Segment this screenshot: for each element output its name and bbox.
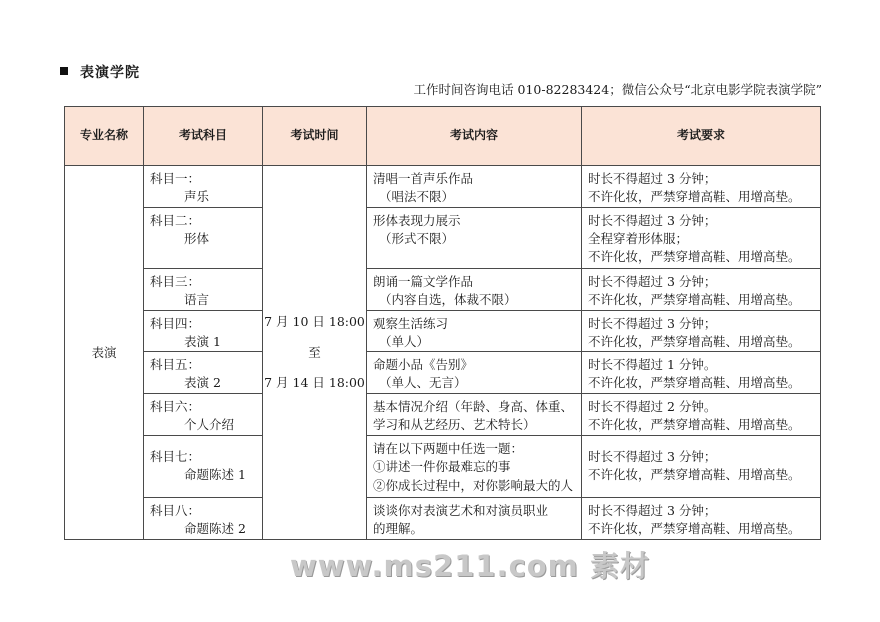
subject-cell: 科目五： 表演 2 — [144, 352, 263, 394]
requirement-cell: 时长不得超过 3 分钟； 不许化妆，严禁穿增高鞋、用增高垫。 — [582, 269, 821, 311]
requirement-cell: 时长不得超过 2 分钟。 不许化妆，严禁穿增高鞋、用增高垫。 — [582, 394, 821, 436]
subject-cell: 科目二： 形体 — [144, 208, 263, 269]
header-subject: 考试科目 — [144, 107, 263, 166]
requirement-cell: 时长不得超过 3 分钟； 不许化妆，严禁穿增高鞋、用增高垫。 — [582, 166, 821, 208]
header-content: 考试内容 — [367, 107, 582, 166]
content-cell: 形体表现力展示 （形式不限） — [367, 208, 582, 269]
table-row — [65, 498, 821, 540]
watermark: www.ms211.com 素材 — [290, 549, 650, 583]
content-cell: 谈谈你对表演艺术和对演员职业 的理解。 — [367, 498, 582, 540]
section-title — [60, 62, 140, 82]
table-row — [65, 311, 821, 352]
content-cell: 基本情况介绍（年龄、身高、体重、 学习和从艺经历、艺术特长） — [367, 394, 582, 436]
content-cell: 请在以下两题中任选一题： ①讲述一件你最难忘的事 ②你成长过程中，对你影响最大的人 — [367, 436, 582, 498]
time-to: 至 — [308, 344, 321, 360]
content-cell: 朗诵一篇文学作品 （内容自选，体裁不限） — [367, 269, 582, 311]
major-cell: 表演 — [65, 166, 144, 540]
table-row — [65, 436, 821, 498]
content-cell: 清唱一首声乐作品 （唱法不限） — [367, 166, 582, 208]
header-time: 考试时间 — [263, 107, 367, 166]
table-row — [65, 208, 821, 269]
table-row — [65, 394, 821, 436]
header-major: 专业名称 — [65, 107, 144, 166]
table-row — [65, 352, 821, 394]
contact-info: 工作时间咨询电话 010-82283424；微信公众号“北京电影学院表演学院” — [413, 82, 822, 97]
subject-cell: 科目六： 个人介绍 — [144, 394, 263, 436]
table-row — [65, 166, 821, 208]
subject-cell: 科目四： 表演 1 — [144, 311, 263, 352]
time-start: 7 月 10 日 18:00 — [264, 314, 365, 330]
table-row — [65, 269, 821, 311]
header-requirement: 考试要求 — [582, 107, 821, 166]
requirement-cell: 时长不得超过 3 分钟； 不许化妆，严禁穿增高鞋、用增高垫。 — [582, 311, 821, 352]
content-cell: 命题小品《告别》 （单人、无言） — [367, 352, 582, 394]
content-cell: 观察生活练习 （单人） — [367, 311, 582, 352]
exam-table — [64, 106, 821, 540]
exam-time-cell — [263, 166, 367, 540]
subject-cell: 科目三： 语言 — [144, 269, 263, 311]
requirement-cell: 时长不得超过 3 分钟； 不许化妆，严禁穿增高鞋、用增高垫。 — [582, 498, 821, 540]
section-title-text: 表演学院 — [80, 65, 140, 81]
table-header-row — [65, 107, 821, 166]
subject-cell: 科目七： 命题陈述 1 — [144, 436, 263, 498]
requirement-cell: 时长不得超过 1 分钟。 不许化妆，严禁穿增高鞋、用增高垫。 — [582, 352, 821, 394]
subject-cell: 科目八： 命题陈述 2 — [144, 498, 263, 540]
square-bullet-icon — [60, 67, 68, 75]
requirement-cell: 时长不得超过 3 分钟； 全程穿着形体服； 不许化妆，严禁穿增高鞋、用增高垫。 — [582, 208, 821, 269]
subject-cell: 科目一： 声乐 — [144, 166, 263, 208]
time-end: 7 月 14 日 18:00 — [264, 374, 365, 390]
requirement-cell: 时长不得超过 3 分钟； 不许化妆，严禁穿增高鞋、用增高垫。 — [582, 436, 821, 498]
